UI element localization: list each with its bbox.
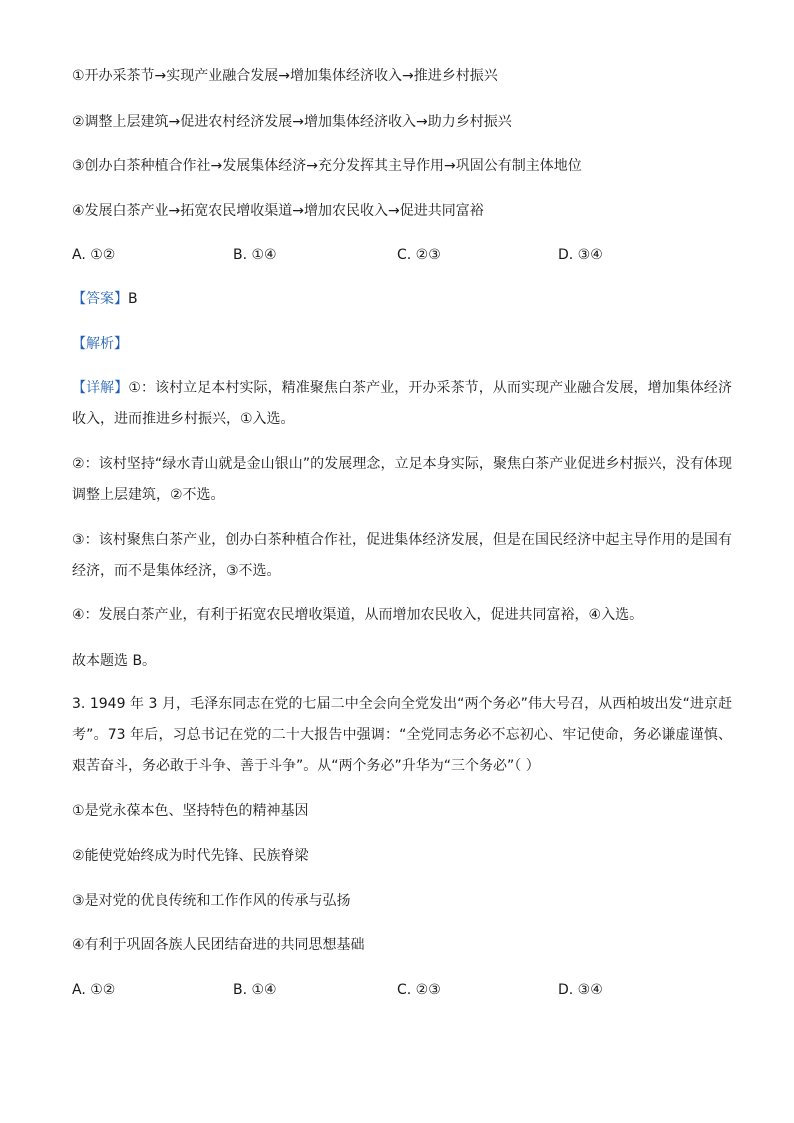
q2-option-c: C. ②③ xyxy=(397,247,441,263)
answer-tag: 【答案】 xyxy=(72,291,128,307)
q2-item-1: ①开办采茶节→实现产业融合发展→增加集体经济收入→推进乡村振兴 xyxy=(72,68,498,84)
q3-stem: 3. 1949 年 3 月，毛泽东同志在党的七届二中全会向全党发出“两个务必”伟大号召，从西柏坡出发“进京赶考”。73 年后，习总书记在党的二十大报告中强调：“全党同志务必不忘初心、牢记使命，务必谦虚谨慎、艰苦奋斗，务必敢于斗争、善于斗争”。从“两个务必”升华为“三个务必”（ ） xyxy=(72,696,732,774)
analysis-tag: 【解析】 xyxy=(72,336,128,352)
q3-option-a: A. ①② xyxy=(72,982,116,998)
q2-detail-1 xyxy=(72,373,732,435)
q2-conclusion: 故本题选 B。 xyxy=(72,653,157,669)
detail-tag: 【详解】 xyxy=(72,380,129,396)
q2-detail-4: ④：发展白茶产业，有利于拓宽农民增收渠道，从而增加农民收入，促进共同富裕，④入选。 xyxy=(72,607,644,623)
q3-item-1: ①是党永葆本色、坚持特色的精神基因 xyxy=(72,803,309,819)
q2-item-2: ②调整上层建筑→促进农村经济发展→增加集体经济收入→助力乡村振兴 xyxy=(72,114,512,130)
answer-value: B xyxy=(128,291,138,307)
q2-item-3: ③创办白茶种植合作社→发展集体经济→充分发挥其主导作用→巩固公有制主体地位 xyxy=(72,158,582,174)
q2-answer xyxy=(72,289,138,309)
q2-option-a: A. ①② xyxy=(72,247,116,263)
detail-1-text: ①：该村立足本村实际，精准聚焦白茶产业，开办采茶节，从而实现产业融合发展，增加集体经济收入，进而推进乡村振兴，①入选。 xyxy=(72,380,732,427)
q3-item-3: ③是对党的优良传统和工作作风的传承与弘扬 xyxy=(72,893,351,909)
q2-analysis-heading xyxy=(72,334,128,354)
q2-option-d: D. ③④ xyxy=(558,247,603,263)
q2-detail-2: ②：该村坚持“绿水青山就是金山银山”的发展理念，立足本身实际，聚焦白茶产业促进乡村振兴，没有体现调整上层建筑，②不选。 xyxy=(72,456,732,503)
q3-option-d: D. ③④ xyxy=(558,982,603,998)
q2-option-b: B. ①④ xyxy=(233,247,277,263)
q3-option-b: B. ①④ xyxy=(233,982,277,998)
q3-option-c: C. ②③ xyxy=(397,982,441,998)
q3-item-4: ④有利于巩固各族人民团结奋进的共同思想基础 xyxy=(72,937,365,953)
q3-item-2: ②能使党始终成为时代先锋、民族脊梁 xyxy=(72,848,309,864)
q2-item-4: ④发展白茶产业→拓宽农民增收渠道→增加农民收入→促进共同富裕 xyxy=(72,203,484,219)
q2-detail-3: ③：该村聚焦白茶产业，创办白茶种植合作社，促进集体经济发展，但是在国民经济中起主导作用的是国有经济，而不是集体经济，③不选。 xyxy=(72,532,732,579)
